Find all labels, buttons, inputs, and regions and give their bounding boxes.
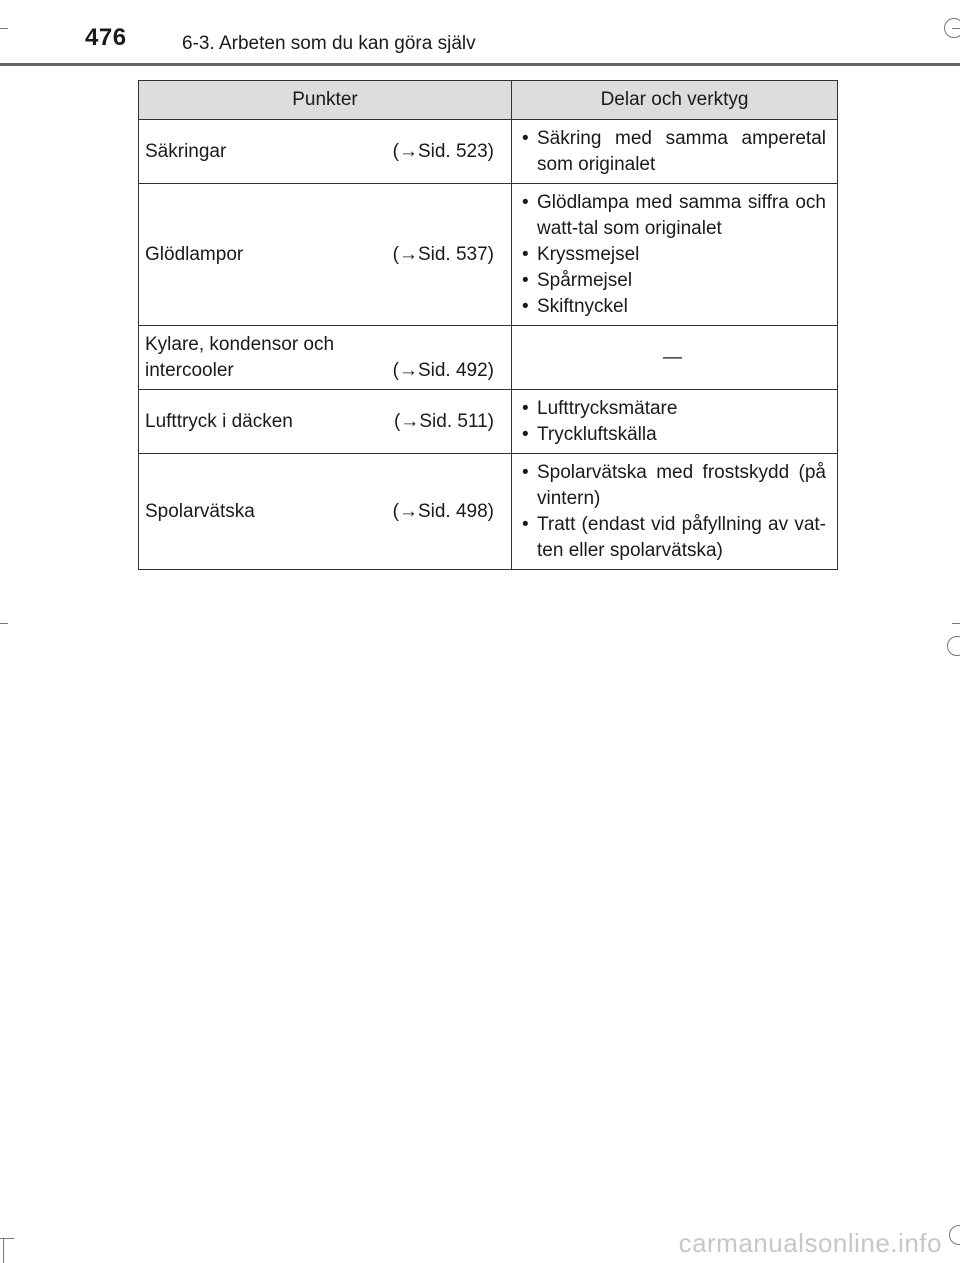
item-cell bbox=[139, 390, 512, 454]
crop-mark bbox=[0, 623, 8, 624]
watermark: carmanualsonline.info bbox=[678, 1228, 942, 1258]
tool-list bbox=[519, 396, 826, 448]
tools-cell-empty: — bbox=[512, 326, 838, 390]
tools-cell bbox=[512, 454, 838, 570]
list-item: • Skiftnyckel bbox=[519, 294, 826, 320]
crop-mark bbox=[0, 28, 8, 29]
table-row bbox=[139, 120, 838, 184]
list-item: • Säkring med samma amperetal som originalet bbox=[519, 126, 826, 178]
column-header-tools: Delar och verktyg bbox=[512, 81, 838, 120]
crop-mark bbox=[3, 1238, 4, 1263]
tools-cell bbox=[512, 184, 838, 326]
item-cell bbox=[139, 454, 512, 570]
tool-list bbox=[519, 190, 826, 320]
item-name: Kylare, kondensor och intercooler bbox=[145, 333, 335, 381]
page-reference: (→Sid. 511) bbox=[394, 410, 494, 432]
table-row bbox=[139, 390, 838, 454]
tool-list bbox=[519, 126, 826, 178]
page-reference: (→Sid. 492) bbox=[392, 359, 494, 381]
section-title: 6-3. Arbeten som du kan göra själv bbox=[182, 33, 476, 54]
item-name: Lufttryck i däcken bbox=[145, 410, 293, 432]
table-row bbox=[139, 184, 838, 326]
tools-cell bbox=[512, 390, 838, 454]
item-name: Glödlampor bbox=[145, 243, 244, 265]
column-header-items: Punkter bbox=[139, 81, 512, 120]
item-name: Spolarvätska bbox=[145, 500, 255, 522]
tool-list bbox=[519, 460, 826, 564]
list-item: • Tratt (endast vid påfyllning av vat-ten eller spolarvätska) bbox=[519, 512, 826, 564]
list-item: • Tryckluftskälla bbox=[519, 422, 826, 448]
table-row bbox=[139, 326, 838, 390]
page-reference: (→Sid. 537) bbox=[392, 243, 494, 265]
parts-table bbox=[138, 80, 838, 570]
list-item: • Lufttrycksmätare bbox=[519, 396, 826, 422]
item-name: Säkringar bbox=[145, 140, 227, 162]
registration-mark-icon bbox=[944, 18, 960, 38]
list-item: • Kryssmejsel bbox=[519, 242, 826, 268]
registration-mark-icon bbox=[949, 1225, 960, 1245]
list-item: • Spårmejsel bbox=[519, 268, 826, 294]
page-reference: (→Sid. 498) bbox=[392, 500, 494, 522]
registration-mark-icon bbox=[947, 636, 960, 656]
item-cell bbox=[139, 326, 512, 390]
page-reference: (→Sid. 523) bbox=[392, 140, 494, 162]
list-item: • Glödlampa med samma siffra och watt-tal som originalet bbox=[519, 190, 826, 242]
crop-mark bbox=[952, 623, 960, 624]
crop-mark bbox=[0, 1238, 14, 1239]
table-row bbox=[139, 454, 838, 570]
tools-cell bbox=[512, 120, 838, 184]
header-rule bbox=[0, 63, 960, 66]
table-header-row bbox=[139, 81, 838, 120]
item-cell bbox=[139, 184, 512, 326]
page-number: 476 bbox=[85, 24, 127, 51]
item-cell bbox=[139, 120, 512, 184]
list-item: • Spolarvätska med frostskydd (på vintern) bbox=[519, 460, 826, 512]
